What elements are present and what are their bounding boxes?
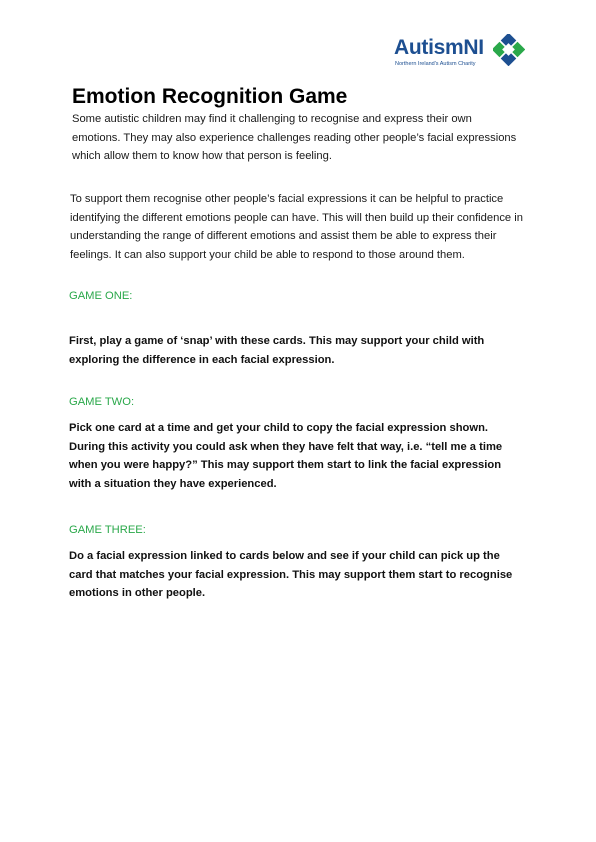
game-two-text: Pick one card at a time and get your child to copy the facial expression shown. During this activity you could ask when they have felt that way, i.e. “tell me a time when you were happy?” This may support them start to link the facial expression with a situation they have experienced. bbox=[69, 422, 503, 490]
logo-mark-icon bbox=[493, 34, 525, 66]
autismni-logo bbox=[394, 34, 526, 74]
logo-tagline: Northern Ireland's Autism Charity bbox=[395, 61, 476, 67]
logo-wordmark: AutismNI bbox=[394, 36, 484, 59]
page-title: Emotion Recognition Game bbox=[72, 85, 348, 108]
game-three-text: Do a facial expression linked to cards below and see if your child can pick up the card that matches your facial expression. This may support them start to recognise emotions in other people. bbox=[69, 550, 513, 599]
intro-paragraph-1: Some autistic children may find it challenging to recognise and express their own emotions. They may also experience challenges reading other people’s facial expressions which allow them to know how that person is feeling. bbox=[72, 113, 517, 162]
intro-paragraph-2: To support them recognise other people’s facial expressions it can be helpful to practice identifying the different emotions people can have. This will then build up their confidence in understanding the range of different emotions and assist them be able to express their feelings. It can also support your child be able to respond to those around them. bbox=[70, 193, 523, 261]
game-three-heading: GAME THREE: bbox=[69, 524, 146, 536]
game-two-heading: GAME TWO: bbox=[69, 396, 135, 408]
game-one-heading: GAME ONE: bbox=[69, 290, 133, 302]
game-one-text: First, play a game of ‘snap’ with these cards. This may support your child with exploring the difference in each facial expression. bbox=[69, 335, 485, 366]
